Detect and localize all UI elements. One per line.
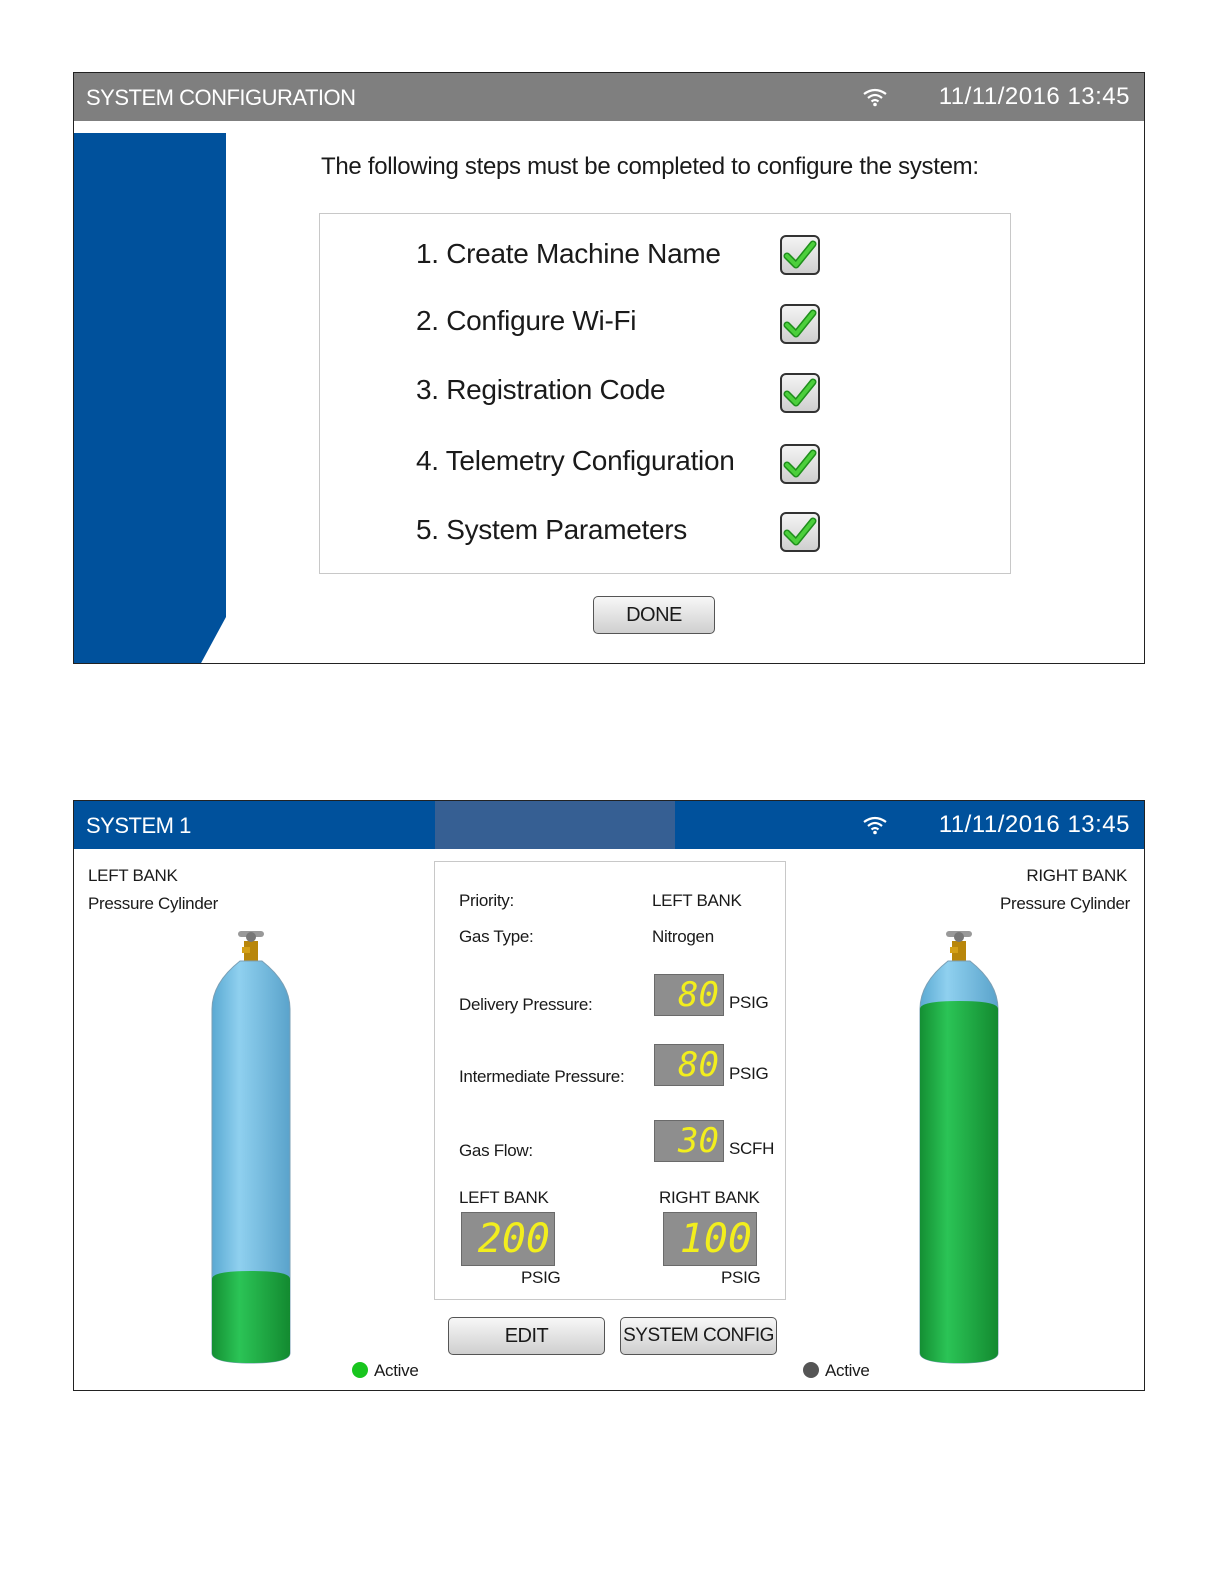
steps-box	[319, 213, 1011, 574]
system-status-screen	[73, 800, 1145, 1391]
left-cylinder[interactable]	[204, 927, 298, 1367]
checkmark-icon	[782, 446, 818, 482]
step-5-checkbox[interactable]	[780, 512, 820, 552]
intermediate-pressure-unit: PSIG	[729, 1064, 769, 1083]
right-bank-pressure-display: 100	[663, 1212, 757, 1266]
wifi-icon	[862, 815, 888, 835]
step-1-label: 1. Create Machine Name	[416, 238, 721, 269]
step-1-checkbox[interactable]	[780, 235, 820, 275]
step-4-checkbox[interactable]	[780, 444, 820, 484]
left-cylinder-gas-fill	[212, 1271, 290, 1363]
right-bank-status: Active	[825, 1361, 870, 1380]
gas-flow-label: Gas Flow:	[459, 1141, 533, 1160]
delivery-pressure-unit: PSIG	[729, 993, 769, 1012]
left-bank-status: Active	[374, 1361, 419, 1380]
gas-type-value: Nitrogen	[652, 927, 714, 946]
priority-value: LEFT BANK	[652, 891, 742, 910]
gas-type-label: Gas Type:	[459, 927, 534, 946]
right-bank-type: Pressure Cylinder	[999, 894, 1130, 913]
left-bank-pressure-display: 200	[461, 1212, 555, 1266]
screen-title: SYSTEM CONFIGURATION	[86, 85, 356, 110]
left-bank-pressure-label: LEFT BANK	[459, 1188, 549, 1207]
left-bank-type: Pressure Cylinder	[88, 894, 219, 913]
checkmark-icon	[782, 375, 818, 411]
right-cylinder[interactable]	[912, 927, 1006, 1367]
title-highlight-tab	[435, 801, 675, 849]
gas-flow-display[interactable]: 30	[654, 1120, 724, 1162]
delivery-pressure-display[interactable]: 80	[654, 974, 724, 1016]
priority-label: Priority:	[459, 891, 514, 910]
step-4-label: 4. Telemetry Configuration	[416, 445, 735, 476]
intro-text: The following steps must be completed to configure the system:	[321, 153, 979, 180]
edit-button[interactable]: EDIT	[448, 1317, 605, 1355]
system-configuration-screen	[73, 72, 1145, 664]
delivery-pressure-label: Delivery Pressure:	[459, 995, 593, 1014]
title-bar	[74, 73, 1144, 121]
checkmark-icon	[782, 514, 818, 550]
screen-title: SYSTEM 1	[86, 813, 191, 838]
valve-icon	[238, 931, 264, 963]
datetime: 11/11/2016 13:45	[938, 83, 1130, 110]
info-panel	[434, 861, 786, 1300]
step-5-label: 5. System Parameters	[416, 514, 687, 545]
gas-flow-unit: SCFH	[729, 1139, 775, 1158]
left-bank-active-indicator	[352, 1362, 368, 1378]
checkmark-icon	[782, 237, 818, 273]
step-2-label: 2. Configure Wi-Fi	[416, 305, 637, 336]
intermediate-pressure-label: Intermediate Pressure:	[459, 1067, 625, 1086]
right-bank-active-indicator	[803, 1362, 819, 1378]
left-bank-title: LEFT BANK	[88, 866, 178, 885]
step-3-label: 3. Registration Code	[416, 374, 666, 405]
step-2-checkbox[interactable]	[780, 304, 820, 344]
wifi-icon	[862, 87, 888, 107]
left-bank-pressure-unit: PSIG	[521, 1268, 561, 1287]
side-accent-panel	[74, 133, 226, 664]
title-bar	[74, 801, 1144, 849]
right-bank-pressure-label: RIGHT BANK	[659, 1188, 760, 1207]
system-config-button[interactable]: SYSTEM CONFIG	[620, 1317, 777, 1355]
valve-icon	[946, 931, 972, 963]
intermediate-pressure-display[interactable]: 80	[654, 1044, 724, 1086]
checkmark-icon	[782, 306, 818, 342]
done-button[interactable]: DONE	[593, 596, 715, 634]
step-3-checkbox[interactable]	[780, 373, 820, 413]
right-cylinder-gas-fill	[920, 1001, 998, 1363]
right-bank-pressure-unit: PSIG	[721, 1268, 761, 1287]
right-bank-title: RIGHT BANK	[1026, 866, 1127, 885]
datetime: 11/11/2016 13:45	[938, 811, 1130, 838]
